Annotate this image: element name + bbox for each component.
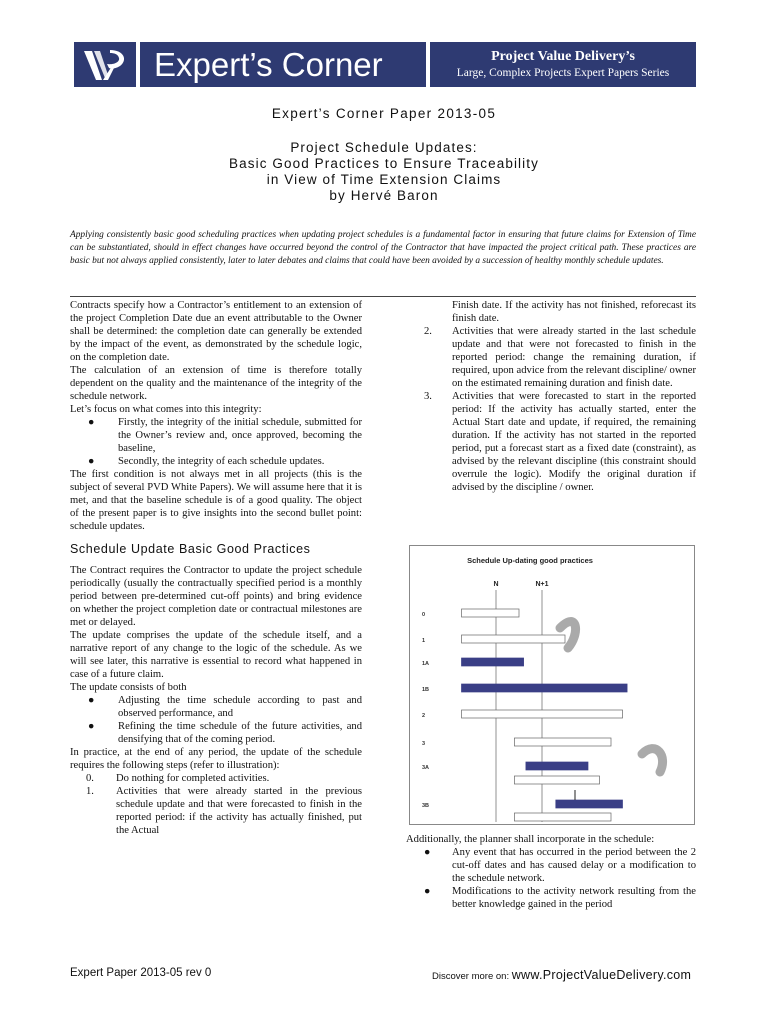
paper-title (0, 140, 768, 204)
abstract: Applying consistently basic good scheduling practices when updating project schedules is a fundamental factor in ensuring that future claims for Extension of Time can be substantiated, should in effect changes have occurred beyond the control of the Contractor that have impacted the project critical path. These practices are basic but not always applied consistently, later to later debates and claims that could have been avoided by a succession of healthy monthly schedule updates. (70, 230, 696, 266)
schedule-chart-svg (410, 546, 694, 824)
bullet-icon: ● (88, 456, 95, 467)
schedule-chart (409, 545, 695, 825)
paragraph: The first condition is not always met in all projects (this is the subject of several PVD White Papers). We will assume here that it is met, and that the baseline schedule is of a good quality. The object of the present paper is to give insights into the second bullet point: schedule updates. (70, 469, 362, 532)
bullet-list (70, 694, 362, 746)
period-label-n: N (493, 581, 499, 588)
footer-url[interactable]: www.ProjectValueDelivery.com (511, 968, 692, 982)
pvd-logo (74, 42, 136, 87)
schedule-bar (514, 738, 611, 746)
series-name: Project Value Delivery’s (491, 49, 635, 64)
pvd-logo-icon (74, 42, 136, 87)
list-item: ● Modifications to the activity network resulting from the better knowledge gained in the period (424, 886, 696, 910)
title-line: Project Schedule Updates: (290, 140, 478, 155)
paragraph: The Contract requires the Contractor to update the project schedule periodically (usually the contractually specified period is a monthly period between pre-determined cut-off points) and bring evidence on whether the project completion date or contractual milestones are met or delayed. (70, 565, 362, 628)
footer-link[interactable] (432, 968, 691, 982)
schedule-bar (462, 635, 566, 643)
right-column (406, 299, 696, 494)
schedule-bar (556, 800, 623, 808)
schedule-bar (462, 710, 623, 718)
list-item: 1. Activities that were already started in the previous schedule update and that were forecasted to finish in the reported period: if the activity has actually finished, put the Actual (86, 786, 362, 836)
list-item: 2. Activities that were already started in the last schedule update and that were not forecasted to finish in the reported period: change the remaining duration, if required, upon advice from the relevant discipline/ owner on the estimated remaining duration and finish date. (424, 326, 696, 389)
footer-revision: Expert Paper 2013-05 rev 0 (70, 967, 212, 979)
schedule-bar (462, 658, 524, 666)
row-label: 2 (422, 713, 426, 719)
list-item: 0. Do nothing for completed activities. (86, 773, 270, 784)
series-box (430, 42, 696, 87)
list-continuation: Finish date. If the activity has not finished, reforecast its finish date. (452, 300, 696, 324)
paper-id: Expert’s Corner Paper 2013-05 (271, 106, 497, 121)
right-column-lower (406, 833, 696, 911)
chart-title: Schedule Up-dating good practices (467, 556, 593, 565)
paragraph: The update comprises the update of the schedule itself, and a narrative report of any change to the logic of the schedule. As we will see later, this narrative is essential to record what happened in case of a future claim. (70, 630, 362, 680)
bullet-icon: ● (88, 721, 95, 732)
bullet-icon: ● (424, 847, 431, 858)
title-line: Basic Good Practices to Ensure Traceability (229, 156, 539, 171)
bullet-icon: ● (424, 886, 431, 897)
row-label: 1 (422, 638, 426, 644)
author-line: by Hervé Baron (329, 188, 439, 203)
bullet-list (70, 416, 362, 468)
schedule-bar (526, 762, 588, 770)
chart-rows (422, 609, 627, 821)
header-banner (74, 42, 696, 87)
schedule-bar (514, 776, 599, 784)
bullet-icon: ● (88, 417, 95, 428)
list-item: ● Refining the time schedule of the future activities, and densifying that of the coming period. (88, 721, 362, 745)
schedule-bar (462, 609, 520, 617)
row-label: 3B (422, 803, 430, 809)
list-item: ● Firstly, the integrity of the initial schedule, submitted for the Owner’s review and, once approved, becoming the baseline, (88, 417, 362, 454)
steps-list (406, 325, 696, 494)
schedule-bar (514, 813, 611, 821)
row-label: 0 (422, 612, 426, 618)
bullet-icon: ● (88, 695, 95, 706)
paragraph: In practice, at the end of any period, the update of the schedule requires the following steps (refer to illustration): (70, 747, 362, 771)
row-label: 3A (422, 765, 430, 771)
row-label: 1A (422, 661, 430, 667)
series-subtitle: Large, Complex Projects Expert Papers Series (456, 67, 670, 79)
section-heading: Schedule Update Basic Good Practices (70, 542, 311, 556)
paragraph: Let’s focus on what comes into this integrity: (70, 404, 262, 415)
divider (70, 296, 696, 297)
title-line: in View of Time Extension Claims (266, 172, 502, 187)
paragraph: Additionally, the planner shall incorporate in the schedule: (406, 834, 655, 845)
curved-arrow-icon (642, 749, 663, 772)
paragraph: The update consists of both (70, 682, 187, 693)
list-item: ● Secondly, the integrity of each schedule updates. (88, 456, 325, 467)
list-item: ● Any event that has occurred in the period between the 2 cut-off dates and has caused delay or a modification to the schedule network. (424, 847, 696, 884)
schedule-bar (462, 684, 628, 692)
footer-prefix: Discover more on: (432, 971, 510, 982)
steps-list (70, 772, 362, 837)
banner-title: Expert’s Corner (140, 42, 426, 87)
list-item: 3. Activities that were forecasted to start in the reported period: If the activity has actually started, enter the Actual Start date and update, if required, the remaining duration. If the activity has not started in the reported period, put a forecast start as a fixed date (constraint), as advised by the relevant discipline (this constraint should overrule the logic). Modify the original duration if advised by the discipline / owner. (424, 391, 696, 493)
list-item: ● Adjusting the time schedule according to past and observed performance, and (88, 695, 362, 719)
row-label: 3 (422, 741, 426, 747)
row-label: 1B (422, 687, 430, 693)
left-column (70, 299, 362, 837)
paragraph: The calculation of an extension of time is therefore totally dependent on the quality and the maintenance of the integrity of the schedule network. (70, 365, 362, 402)
period-label-n1: N+1 (535, 581, 549, 588)
bullet-list (406, 846, 696, 911)
paragraph: Contracts specify how a Contractor’s entitlement to an extension of the project Completion Date due an event attributable to the Owner shall be determined: the completion date can generally be extended by the impact of the event, as demonstrated by the schedule logic, on the completion date. (70, 300, 362, 363)
